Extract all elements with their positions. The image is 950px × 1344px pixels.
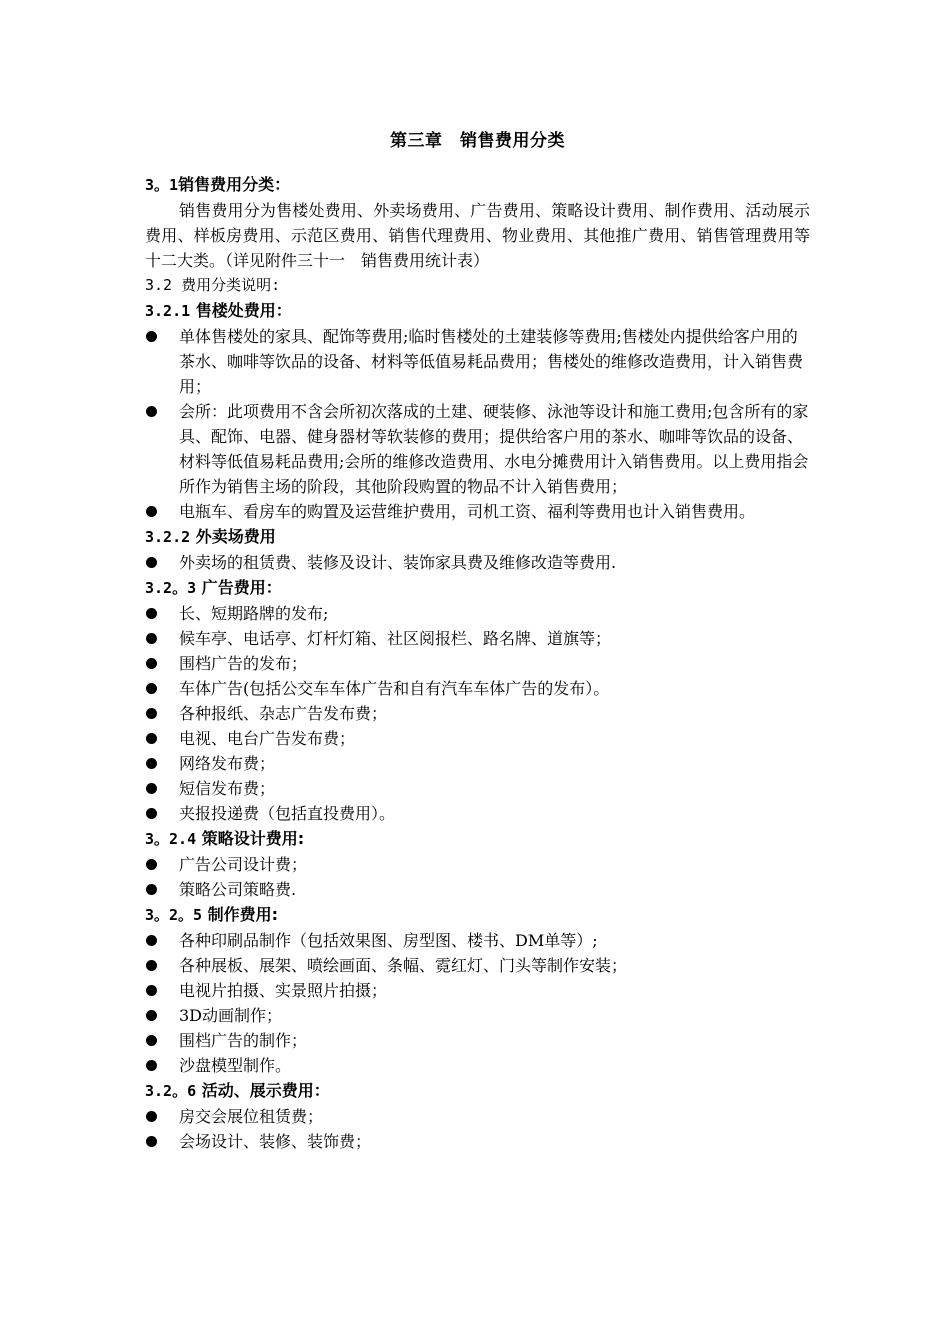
- bullet-icon: [146, 1010, 157, 1021]
- list-item: [145, 726, 810, 751]
- list-item: [145, 701, 810, 726]
- list-item: [145, 928, 810, 953]
- list-item: [145, 1028, 810, 1053]
- list-item-text: 车体广告(包括公交车车体广告和自有汽车车体广告的发布）。: [179, 679, 610, 698]
- list-item: [145, 324, 810, 399]
- list-item-text: 电视片拍摄、实景照片拍摄；: [179, 981, 388, 1000]
- list-item-text: 网络发布费；: [179, 754, 276, 773]
- list-item: [145, 776, 810, 801]
- list-item: [145, 801, 810, 826]
- list-item: [145, 651, 810, 676]
- list-item-text: 围档广告的发布；: [179, 654, 308, 673]
- section-number: 3.2.2: [145, 528, 191, 546]
- list-item-text: 3D动画制作；: [179, 1006, 283, 1025]
- bullet-icon: [146, 859, 157, 870]
- list-item: [145, 978, 810, 1003]
- list-item: [145, 550, 810, 575]
- bullet-icon: [146, 935, 157, 946]
- section-label: 销售费用分类：: [178, 175, 291, 194]
- bullet-icon: [146, 708, 157, 719]
- list-item-text: 各种展板、展架、喷绘画面、条幅、霓红灯、门头等制作安装；: [179, 956, 628, 975]
- bullet-list: [145, 1104, 810, 1154]
- list-item: [145, 1003, 810, 1028]
- bullet-icon: [146, 884, 157, 895]
- section-heading-3-2-4: [145, 826, 810, 852]
- section-label: 外卖场费用: [190, 527, 276, 546]
- document-body: [145, 172, 810, 1154]
- list-item-text: 候车亭、电话亭、灯杆灯箱、社区阅报栏、路名牌、道旗等；: [179, 629, 612, 648]
- list-item: [145, 953, 810, 978]
- bullet-icon: [146, 658, 157, 669]
- list-item-text: 夹报投递费（包括直投费用）。: [179, 804, 396, 823]
- bullet-list: [145, 324, 810, 524]
- list-item-text: 广告公司设计费；: [179, 855, 308, 874]
- list-item-text: 围档广告的制作；: [179, 1031, 308, 1050]
- bullet-icon: [146, 633, 157, 644]
- bullet-icon: [146, 683, 157, 694]
- section-label: 策略设计费用:: [196, 829, 305, 848]
- bullet-icon: [146, 608, 157, 619]
- section-heading-3-2: 3.2 费用分类说明:: [145, 276, 281, 294]
- list-item: [145, 1104, 810, 1129]
- list-item-text: 长、短期路牌的发布;: [179, 604, 329, 623]
- section-heading-3-2-5: [145, 902, 810, 928]
- bullet-icon: [146, 506, 157, 517]
- section-number: 3.2。3: [145, 579, 197, 597]
- bullet-icon: [146, 733, 157, 744]
- list-item-text: 各种印刷品制作（包括效果图、房型图、楼书、DM单等）;: [179, 931, 598, 950]
- section-number: 3。2.4: [145, 830, 197, 848]
- list-item-text: 会所：此项费用不含会所初次落成的土建、硬装修、泳池等设计和施工费用;包含所有的家具、配饰、电器、健身器材等软装修的费用；提供给客户用的茶水、咖啡等饮品的设备、材料等低值易耗品费用;会所的维修改造费用、水电分摊费用计入销售费用。以上费用指会所作为销售主场的阶段，其他阶段购置的物品不计入销售费用；: [179, 402, 809, 496]
- section-heading-3-2-2: [145, 524, 810, 550]
- bullet-list: [145, 601, 810, 826]
- bullet-list: [145, 550, 810, 575]
- bullet-icon: [146, 783, 157, 794]
- bullet-list: [145, 928, 810, 1078]
- bullet-icon: [146, 758, 157, 769]
- chapter-title: 第三章 销售费用分类: [390, 131, 565, 151]
- bullet-icon: [146, 331, 157, 342]
- bullet-icon: [146, 406, 157, 417]
- list-item-text: 单体售楼处的家具、配饰等费用;临时售楼处的土建装修等费用;售楼处内提供给客户用的茶水、咖啡等饮品的设备、材料等低值易耗品费用；售楼处的维修改造费用，计入销售费用；: [179, 327, 804, 396]
- section-label: 活动、展示费用：: [196, 1081, 330, 1100]
- list-item-text: 沙盘模型制作。: [179, 1056, 292, 1075]
- list-item: [145, 626, 810, 651]
- list-item: [145, 877, 810, 902]
- bullet-icon: [146, 960, 157, 971]
- list-item-text: 电视、电台广告发布费；: [179, 729, 356, 748]
- section-label: 广告费用：: [196, 578, 282, 597]
- section-heading-3-1: [145, 172, 810, 198]
- list-item: [145, 676, 810, 701]
- bullet-icon: [146, 1136, 157, 1147]
- list-item: [145, 1129, 810, 1154]
- list-item: [145, 399, 810, 499]
- list-item: [145, 852, 810, 877]
- list-item: [145, 499, 810, 524]
- list-item-text: 外卖场的租赁费、装修及设计、装饰家具费及维修改造等费用.: [179, 553, 617, 572]
- section-number: 3.2。6: [145, 1082, 197, 1100]
- bullet-icon: [146, 1111, 157, 1122]
- list-item: [145, 601, 810, 626]
- bullet-icon: [146, 808, 157, 819]
- section-label: 售楼处费用：: [190, 301, 292, 320]
- list-item-text: 策略公司策略费.: [179, 880, 297, 899]
- section-number: 3.2.1: [145, 302, 191, 320]
- section-number: 3。2。5: [145, 906, 203, 924]
- list-item-text: 房交会展位租赁费；: [179, 1107, 324, 1126]
- section-number: 3。1: [145, 176, 179, 194]
- list-item-text: 各种报纸、杂志广告发布费；: [179, 704, 388, 723]
- section-label: 制作费用:: [202, 905, 279, 924]
- bullet-icon: [146, 985, 157, 996]
- section-paragraph: 销售费用分为售楼处费用、外卖场费用、广告费用、策略设计费用、制作费用、活动展示费用、样板房费用、示范区费用、销售代理费用、物业费用、其他推广费用、销售管理费用等十二大类。（详见附件三十一 销售费用统计表）: [145, 201, 810, 270]
- section-heading-3-2-3: [145, 575, 810, 601]
- list-item: [145, 1053, 810, 1078]
- list-item-text: 电瓶车、看房车的购置及运营维护费用，司机工资、福利等费用也计入销售费用。: [179, 502, 756, 521]
- bullet-icon: [146, 1060, 157, 1071]
- bullet-list: [145, 852, 810, 902]
- section-heading-3-2-6: [145, 1078, 810, 1104]
- bullet-icon: [146, 1035, 157, 1046]
- list-item-text: 会场设计、装修、装饰费；: [179, 1132, 372, 1151]
- bullet-icon: [146, 557, 157, 568]
- section-heading-3-2-1: [145, 298, 810, 324]
- list-item-text: 短信发布费；: [179, 779, 276, 798]
- list-item: [145, 751, 810, 776]
